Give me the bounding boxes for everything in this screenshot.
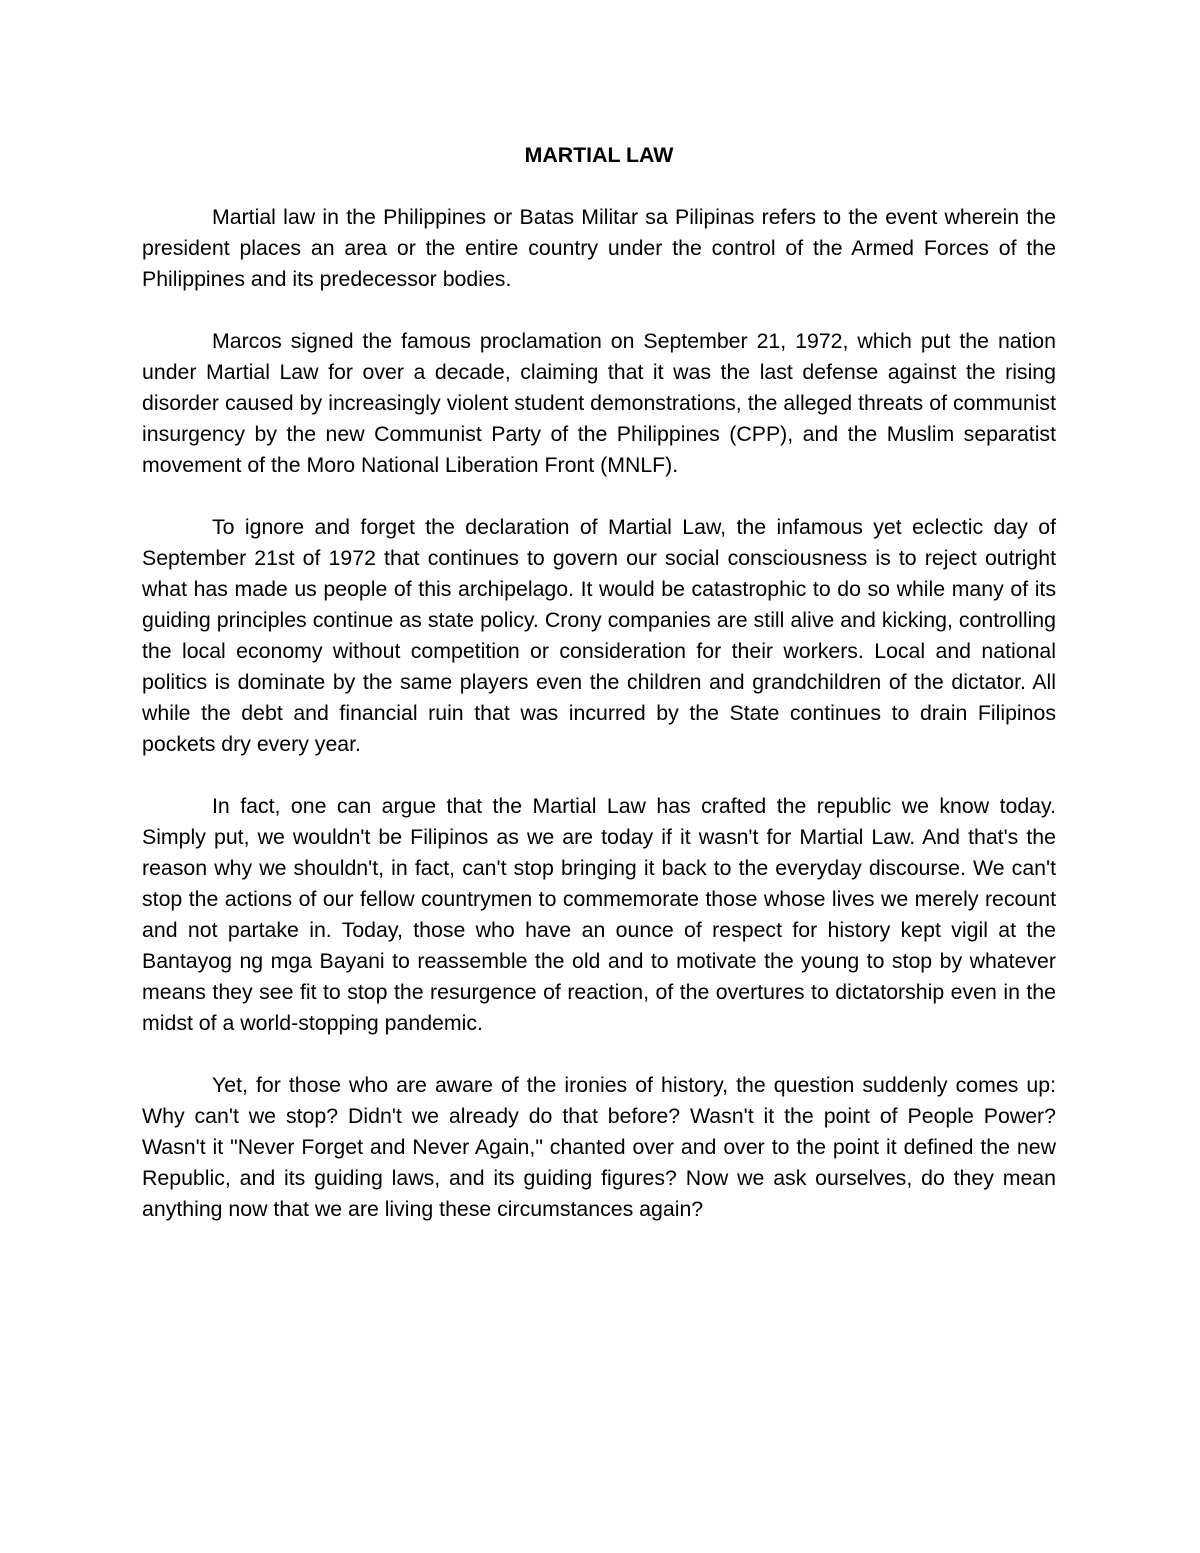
paragraph-remembrance: To ignore and forget the declaration of Martial Law, the infamous yet eclectic day of September 21st of 1972 that continues to govern our social consciousness is to reject outright what has made us people of this archipelago. It would be catastrophic to do so while many of its guiding principles continue as state policy. Crony companies are still alive and kicking, controlling the local economy without competition or consideration for their workers. Local and national politics is dominate by the same players even the children and grandchildren of the dictator. All while the debt and financial ruin that was incurred by the State continues to drain Filipinos pockets dry every year.	[142, 515, 1056, 756]
document-title: MARTIAL LAW	[524, 143, 674, 167]
paragraph-republic: In fact, one can argue that the Martial Law has crafted the republic we know today. Simply put, we wouldn't be Filipinos as we are today if it wasn't for Martial Law. And that's the reason why we shouldn't, in fact, can't stop bringing it back to the everyday discourse. We can't stop the actions of our fellow countrymen to commemorate those whose lives we merely recount and not partake in. Today, those who have an ounce of respect for history kept vigil at the Bantayog ng mga Bayani to reassemble the old and to motivate the young to stop by whatever means they see fit to stop the resurgence of reaction, of the overtures to dictatorship even in the midst of a world-stopping pandemic.	[142, 794, 1056, 1035]
paragraph-ironies: Yet, for those who are aware of the ironies of history, the question suddenly comes up: Why can't we stop? Didn't we already do that before? Wasn't it the point of People Power? Wasn't it "Never Forget and Never Again," chanted over and over to the point it defined the new Republic, and its guiding laws, and its guiding figures? Now we ask ourselves, do they mean anything now that we are living these circumstances again?	[142, 1073, 1056, 1221]
document-body	[142, 140, 1056, 1256]
paragraph-definition: Martial law in the Philippines or Batas Militar sa Pilipinas refers to the event wherein the president places an area or the entire country under the control of the Armed Forces of the Philippines and its predecessor bodies.	[142, 205, 1056, 291]
paragraph-proclamation: Marcos signed the famous proclamation on September 21, 1972, which put the nation under Martial Law for over a decade, claiming that it was the last defense against the rising disorder caused by increasingly violent student demonstrations, the alleged threats of communist insurgency by the new Communist Party of the Philippines (CPP), and the Muslim separatist movement of the Moro National Liberation Front (MNLF).	[142, 329, 1056, 477]
